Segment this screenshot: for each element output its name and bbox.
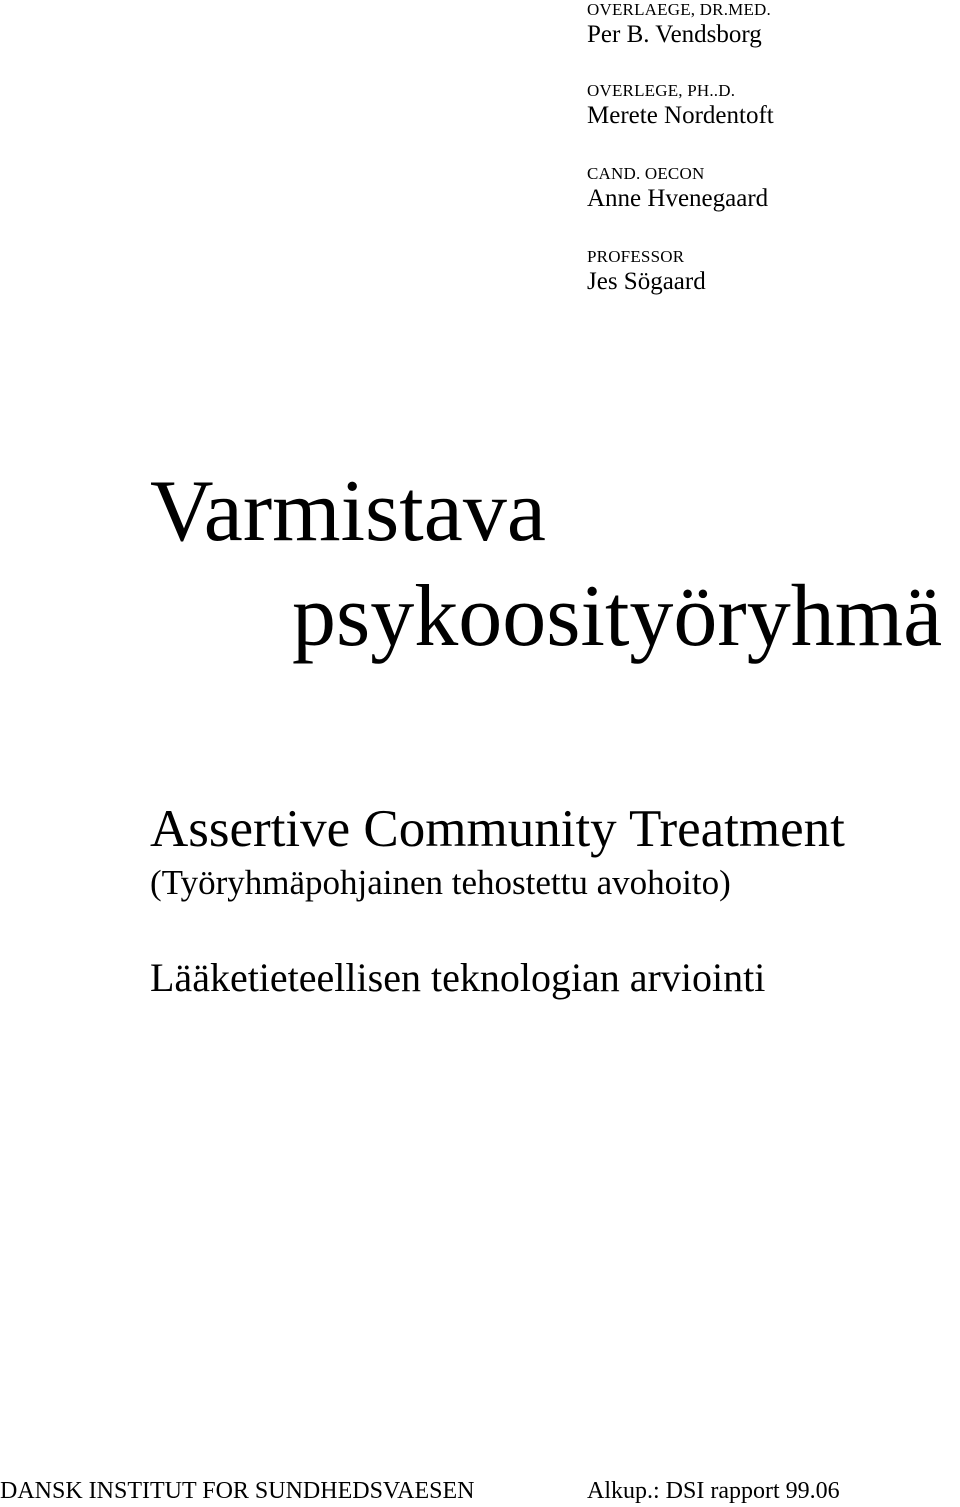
- document-title-line1: Varmistava: [150, 463, 546, 560]
- author-title: OVERLEGE, PH..D.: [587, 81, 736, 100]
- author-entry: [587, 164, 768, 214]
- author-title: OVERLAEGE, DR.MED.: [587, 0, 771, 19]
- author-entry: [587, 247, 706, 297]
- author-name: Jes Sögaard: [587, 268, 706, 295]
- document-title-line2: psykoosityöryhmä: [292, 568, 943, 665]
- author-entry: [587, 0, 771, 50]
- footer-institute: DANSK INSTITUT FOR SUNDHEDSVAESEN: [0, 1478, 475, 1504]
- author-name: Anne Hvenegaard: [587, 185, 769, 212]
- author-name: Per B. Vendsborg: [587, 21, 762, 48]
- footer-original-report: Alkup.: DSI rapport 99.06: [587, 1478, 840, 1504]
- author-entry: [587, 81, 774, 131]
- author-name: Merete Nordentoft: [587, 102, 774, 129]
- subtitle-finnish: (Työryhmäpohjainen tehostettu avohoito): [150, 863, 731, 902]
- subtitle-english: Assertive Community Treatment: [150, 800, 845, 858]
- author-title: CAND. OECON: [587, 164, 705, 183]
- author-title: PROFESSOR: [587, 247, 685, 266]
- report-subject: Lääketieteellisen teknologian arviointi: [150, 955, 766, 1000]
